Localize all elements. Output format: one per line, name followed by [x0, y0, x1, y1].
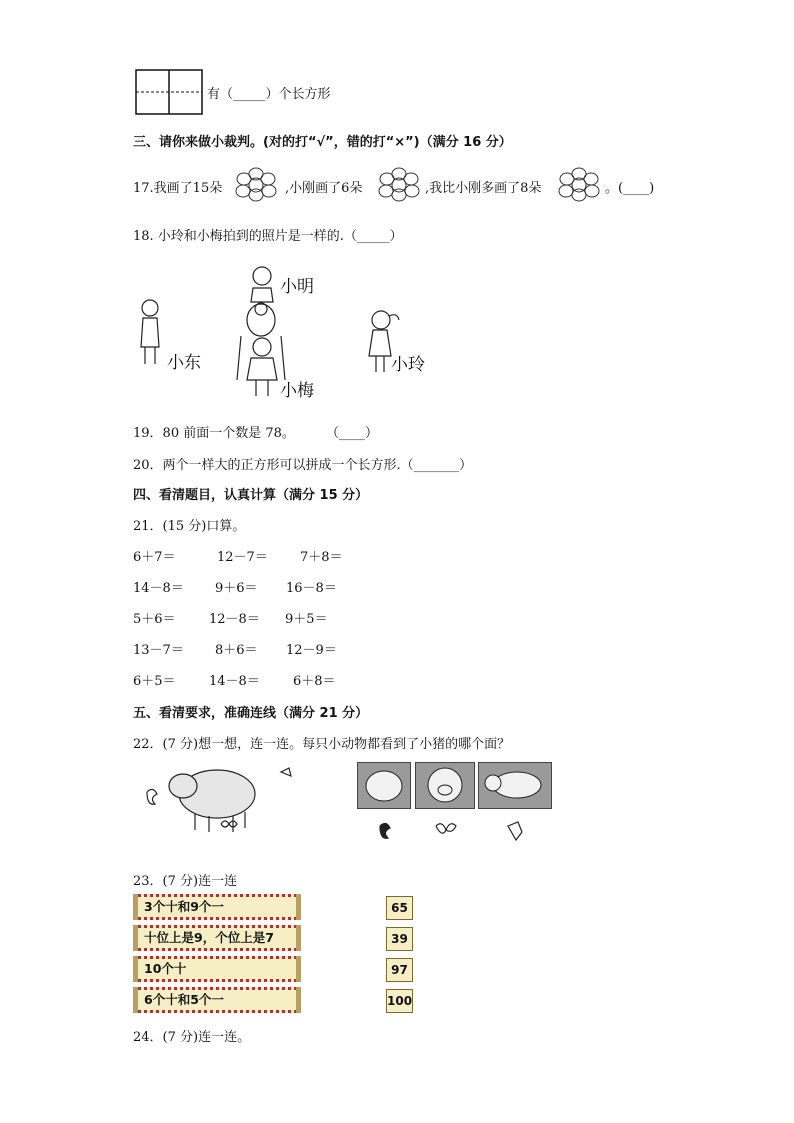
calc-item: 13－7＝: [133, 643, 184, 658]
calc-item: 14－8＝: [133, 581, 184, 596]
q24-text: 24．(7 分)连一连。: [133, 1030, 251, 1045]
flower-icon: [375, 166, 423, 202]
label-xiaoling: 小玲: [391, 355, 425, 375]
match-right-number[interactable]: 97: [386, 958, 413, 982]
label-xiaomei: 小梅: [280, 381, 314, 401]
q17-part2: ,小刚画了6朵: [285, 181, 363, 196]
q19-blank: （____）: [326, 426, 379, 441]
match-left-item[interactable]: 6个十和5个一: [133, 987, 301, 1013]
calc-item: 12－8＝: [209, 612, 260, 627]
q17-part1: 17.我画了15朵: [133, 181, 223, 196]
calc-item: 12－7＝: [217, 550, 268, 565]
label-xiaoming: 小明: [280, 277, 314, 297]
label-xiaodong: 小东: [167, 353, 201, 373]
calc-item: 8＋6＝: [215, 643, 258, 658]
match-right-number[interactable]: 65: [386, 896, 413, 920]
pig-back-view-picture: [357, 762, 411, 809]
calc-item: 9＋5＝: [285, 612, 328, 627]
calc-item: 6＋7＝: [133, 550, 176, 565]
calc-item: 5＋6＝: [133, 612, 176, 627]
q23-intro: 23．(7 分)连一连: [133, 874, 238, 889]
animal-icons-row: [374, 818, 564, 846]
pig-front-view-picture: [415, 762, 475, 809]
match-left-item[interactable]: 10个十: [133, 956, 301, 982]
pig-with-animals-illustration: [135, 756, 305, 838]
match-left-item[interactable]: 十位上是9，个位上是7: [133, 925, 301, 951]
section4-title: 四、看清题目，认真计算（满分 15 分）: [133, 488, 369, 503]
q17-part3: ,我比小刚多画了8朵: [425, 181, 542, 196]
q21-intro: 21．(15 分)口算。: [133, 519, 246, 534]
calc-item: 6＋8＝: [293, 674, 336, 689]
match-right-number[interactable]: 39: [386, 927, 413, 951]
calc-item: 7＋8＝: [300, 550, 343, 565]
calc-item: 6＋5＝: [133, 674, 176, 689]
q16-text: 有（_____）个长方形: [207, 87, 331, 102]
calc-item: 9＋6＝: [215, 581, 258, 596]
q20-text: 20．两个一样大的正方形可以拼成一个长方形.（_______）: [133, 458, 473, 473]
calc-item: 16－8＝: [286, 581, 337, 596]
calc-item: 12－9＝: [286, 643, 337, 658]
flower-icon: [232, 166, 280, 202]
flower-icon: [555, 166, 603, 202]
section5-title: 五、看清要求，准确连线（满分 21 分）: [133, 706, 369, 721]
q18-text: 18. 小玲和小梅拍到的照片是一样的.（_____）: [133, 229, 403, 244]
match-left-item[interactable]: 3个十和9个一: [133, 894, 301, 920]
pig-side-view-picture: [478, 762, 552, 809]
q19-text: 19．80 前面一个数是 78。: [133, 426, 295, 441]
rectangle-grid-figure: [135, 69, 203, 115]
match-right-number[interactable]: 100: [386, 989, 413, 1013]
section3-title: 三、请你来做小裁判。(对的打“√”，错的打“×”)（满分 16 分）: [133, 135, 512, 150]
q17-part4: 。(____): [605, 181, 655, 196]
q22-text: 22．(7 分)想一想，连一连。每只小动物都看到了小猪的哪个面？: [133, 737, 511, 752]
calc-item: 14－8＝: [209, 674, 260, 689]
